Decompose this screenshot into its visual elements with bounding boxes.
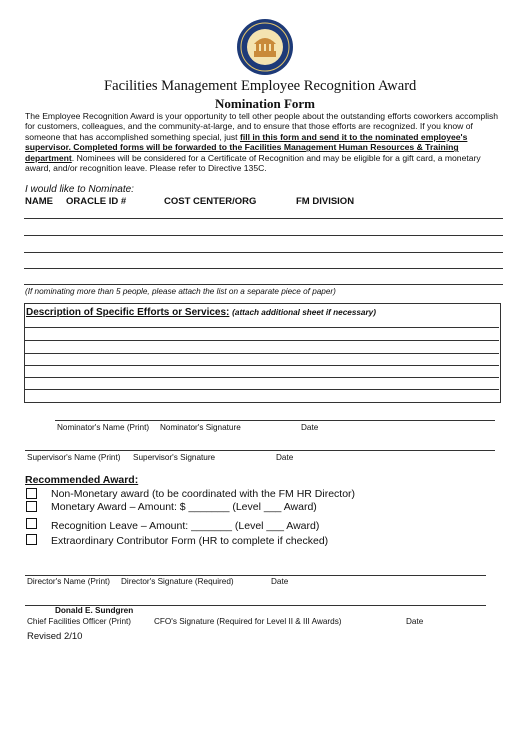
award-heading: Recommended Award:: [25, 474, 139, 486]
page-title: Facilities Management Employee Recognition Award: [104, 78, 417, 94]
form-subtitle: Nomination Form: [214, 96, 316, 111]
nominator-date-label: Date: [301, 423, 319, 432]
cfo-printed-name: Donald E. Sundgren: [55, 606, 134, 615]
nominator-signature-label: Nominator's Signature: [160, 423, 241, 432]
supervisor-name-label: Supervisor's Name (Print): [27, 453, 121, 462]
nominee-line-4[interactable]: [24, 268, 503, 269]
nominator-name-label: Nominator's Name (Print): [57, 423, 150, 432]
intro-text-1: The Employee Recognition Award is your opportunity to tell other people about the outstanding efforts coworkers accomplish for customers, colleagues, and the community-at-large, and to ensure that those efforts are recognized. If you know of someone that has accomplished something special, just: [25, 111, 499, 142]
supervisor-signature-line[interactable]: [25, 450, 495, 451]
description-line-3[interactable]: [24, 353, 499, 354]
nominee-line-2[interactable]: [24, 235, 503, 236]
description-line-1[interactable]: [24, 327, 499, 328]
cfo-date-label: Date: [406, 617, 424, 626]
nominee-line-1[interactable]: [24, 218, 503, 219]
monetary-award-checkbox[interactable]: [26, 501, 37, 512]
extraordinary-contributor-checkbox[interactable]: [26, 534, 37, 545]
col-cost-center: COST CENTER/ORG: [164, 196, 257, 207]
intro-paragraph: [25, 111, 503, 173]
description-heading: [26, 307, 376, 318]
description-line-6[interactable]: [24, 389, 499, 390]
description-hint: (attach additional sheet if necessary): [232, 308, 376, 317]
nominee-line-5[interactable]: [24, 284, 503, 285]
cfo-signature-label: CFO's Signature (Required for Level II & III Awards): [154, 617, 342, 626]
col-fm-division: FM DIVISION: [296, 196, 355, 207]
nominee-overflow-note: (If nominating more than 5 people, please attach the list on a separate piece of paper): [25, 287, 336, 296]
intro-bold-text: fill in this form and send it to the nominated employee's supervisor. Completed forms will be forwarded to the Facilities Management Human Resources & Training department: [25, 131, 468, 163]
col-name: NAME: [25, 196, 53, 207]
director-date-label: Date: [271, 577, 289, 586]
non-monetary-checkbox[interactable]: [26, 488, 37, 499]
nominate-prompt: I would like to Nominate:: [25, 184, 134, 195]
revision-note: Revised 2/10: [27, 631, 83, 642]
supervisor-date-label: Date: [276, 453, 294, 462]
col-oracle-id: ORACLE ID #: [66, 196, 127, 207]
description-line-5[interactable]: [24, 377, 499, 378]
director-name-label: Director's Name (Print): [27, 577, 110, 586]
university-seal-logo: [236, 18, 294, 76]
nominee-line-3[interactable]: [24, 252, 503, 253]
non-monetary-label: Non-Monetary award (to be coordinated with the FM HR Director): [51, 488, 356, 500]
director-signature-line[interactable]: [25, 575, 486, 576]
description-title: Description of Specific Efforts or Services:: [26, 307, 230, 318]
intro-text-2: . Nominees will be considered for a Certificate of Recognition and may be eligible for a gift card, a monetary award, and/or recognition leave. Please refer to Directive 135C.: [25, 152, 481, 174]
cfo-title-label: Chief Facilities Officer (Print): [27, 617, 132, 626]
description-line-4[interactable]: [24, 365, 499, 366]
monetary-award-label: Monetary Award – Amount: $ _______ (Level ___ Award): [51, 501, 317, 513]
supervisor-signature-label: Supervisor's Signature: [133, 453, 216, 462]
extraordinary-contributor-label: Extraordinary Contributor Form (HR to complete if checked): [51, 535, 329, 547]
description-line-2[interactable]: [24, 340, 499, 341]
recognition-leave-checkbox[interactable]: [26, 518, 37, 529]
recognition-leave-label: Recognition Leave – Amount: _______ (Level ___ Award): [51, 520, 320, 532]
nominator-signature-line[interactable]: [55, 420, 495, 421]
director-signature-label: Director's Signature (Required): [121, 577, 234, 586]
